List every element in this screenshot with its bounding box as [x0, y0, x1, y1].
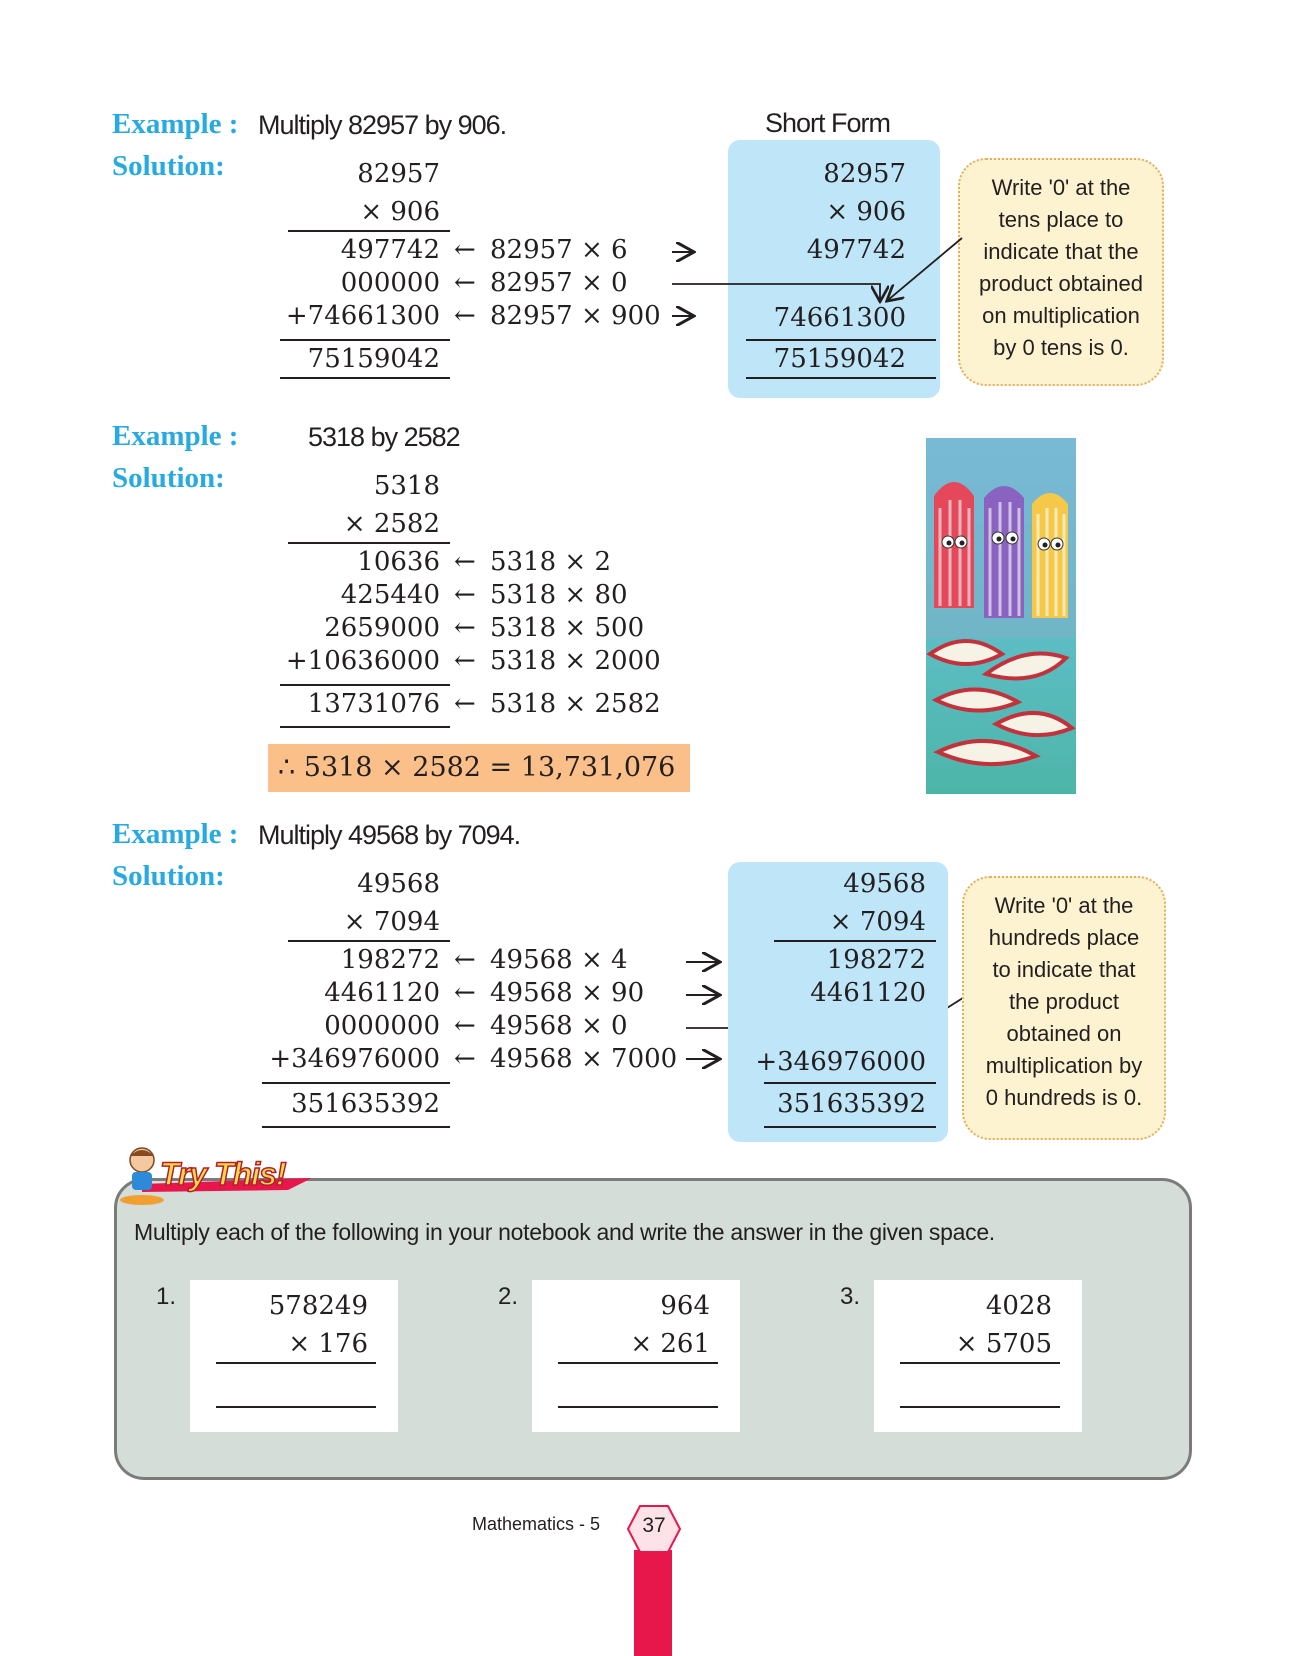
page-number: 37 [642, 1514, 666, 1537]
note-line: on multiplication [982, 303, 1140, 328]
problem-multiplicand: 578249 [268, 1291, 368, 1321]
note-line: by 0 tens is 0. [993, 335, 1129, 360]
note-pointer [888, 238, 962, 300]
partial-product: +346976000 [269, 1044, 440, 1074]
short-partial: 198272 [826, 945, 926, 975]
note-line: 0 hundreds is 0. [985, 1085, 1143, 1110]
note-line: the product [1008, 989, 1120, 1014]
short-partial: 4461120 [810, 978, 926, 1008]
answer-line[interactable] [900, 1406, 1060, 1408]
multiplier: × 906 [360, 197, 440, 227]
tip-note [962, 876, 1166, 1140]
page-tab [634, 1550, 672, 1656]
short-multiplier: × 906 [826, 197, 906, 227]
partial-product: 000000 [340, 268, 440, 298]
book-title: Mathematics - 5 [472, 1514, 601, 1534]
note-line: Write '0' at the [994, 893, 1134, 918]
answer-line[interactable] [216, 1406, 376, 1408]
result: 13731076 [307, 689, 440, 719]
problem-multiplicand: 964 [660, 1291, 710, 1321]
short-form-title: Short Form [765, 108, 891, 138]
partial-note: 49568 × 0 [490, 1011, 628, 1041]
arrow-left-icon: ← [454, 580, 476, 610]
problem-number: 1. [156, 1283, 177, 1310]
example-label: Example : [112, 818, 239, 850]
partial-note: 5318 × 500 [490, 613, 645, 643]
partial-note: 49568 × 7000 [490, 1044, 678, 1074]
rule [288, 542, 450, 544]
partial-note: 5318 × 2000 [490, 646, 661, 676]
rule [558, 1362, 718, 1364]
note-line: multiplication by [985, 1053, 1143, 1078]
example-label: Example : [112, 420, 239, 452]
arrow-left-icon: ← [454, 978, 476, 1008]
arrow-left-icon: ← [454, 945, 476, 975]
rule [216, 1362, 376, 1364]
arrow-left-icon: ← [454, 1011, 476, 1041]
try-this-title: Try This! [160, 1156, 286, 1192]
partial-note: 82957 × 0 [490, 268, 628, 298]
problem-multiplicand: 4028 [985, 1291, 1052, 1321]
example-question: Multiply 49568 by 7094. [258, 820, 521, 850]
rule [280, 726, 450, 728]
partial-product: 497742 [340, 235, 440, 265]
try-this-instruction: Multiply each of the following in your notebook and write the answer in the given space. [134, 1219, 995, 1245]
note-line: product obtained [979, 271, 1143, 296]
partial-product: 198272 [340, 945, 440, 975]
rule [262, 1126, 450, 1128]
rule [774, 940, 936, 942]
arrow-left-icon: ← [454, 646, 476, 676]
problem-multiplier: × 5705 [955, 1329, 1052, 1359]
zero-placeholder-arrow [672, 284, 880, 300]
partial-product: 10636 [357, 547, 440, 577]
arrow-left-icon: ← [454, 235, 476, 265]
arrow-left-icon: ← [454, 689, 476, 719]
multiplicand: 82957 [357, 159, 440, 189]
partial-product: 0000000 [324, 1011, 440, 1041]
rule [764, 1126, 936, 1128]
note-line: to indicate that [992, 957, 1136, 982]
partial-note: 82957 × 6 [490, 235, 628, 265]
partial-note: 49568 × 4 [490, 945, 628, 975]
partial-product: 2659000 [324, 613, 440, 643]
rule [262, 1082, 450, 1084]
arrow-left-icon: ← [454, 268, 476, 298]
arrow-left-icon: ← [454, 547, 476, 577]
solution-label: Solution: [112, 462, 225, 494]
multiplicand: 49568 [357, 869, 440, 899]
problem-number: 2. [498, 1283, 519, 1310]
example-question: 5318 by 2582 [308, 422, 460, 452]
arrow-left-icon: ← [454, 301, 476, 331]
rule [288, 940, 450, 942]
multiplier: × 2582 [343, 509, 440, 539]
note-line: obtained on [1006, 1021, 1122, 1046]
answer-line[interactable] [558, 1406, 718, 1408]
short-partial: 497742 [806, 235, 906, 265]
problem-number: 3. [840, 1283, 861, 1310]
rule [280, 684, 450, 686]
note-line: hundreds place [988, 925, 1140, 950]
partial-product: +10636000 [285, 646, 440, 676]
partial-product: 4461120 [324, 978, 440, 1008]
short-multiplicand: 82957 [823, 159, 906, 189]
short-result: 351635392 [777, 1089, 926, 1119]
short-multiplicand: 49568 [843, 869, 926, 899]
example-question: Multiply 82957 by 906. [258, 110, 507, 140]
partial-product: +74661300 [285, 301, 440, 331]
solution-label: Solution: [112, 150, 225, 182]
example-label: Example : [112, 108, 239, 140]
partial-note: 5318 × 2582 [490, 689, 661, 719]
result: 75159042 [307, 344, 440, 374]
multiplier: × 7094 [343, 907, 440, 937]
multiplicand: 5318 [373, 471, 440, 501]
note-line: indicate that the [983, 239, 1139, 264]
partial-note: 49568 × 90 [490, 978, 645, 1008]
partial-note: 82957 × 900 [490, 301, 661, 331]
conclusion: ∴ 5318 × 2582 = 13,731,076 [278, 752, 676, 783]
solution-label: Solution: [112, 860, 225, 892]
result: 351635392 [291, 1089, 440, 1119]
rule [900, 1362, 1060, 1364]
problem-multiplier: × 261 [630, 1329, 710, 1359]
arrow-left-icon: ← [454, 613, 476, 643]
note-line: Write '0' at the [991, 175, 1131, 200]
problem-multiplier: × 176 [288, 1329, 368, 1359]
partial-note: 5318 × 2 [490, 547, 612, 577]
rule [764, 1082, 936, 1084]
note-line: tens place to [998, 207, 1124, 232]
arrow-left-icon: ← [454, 1044, 476, 1074]
short-partial: 74661300 [773, 303, 906, 333]
short-result: 75159042 [773, 344, 906, 374]
short-partial: +346976000 [755, 1047, 926, 1077]
partial-note: 5318 × 80 [490, 580, 628, 610]
crayons-illustration [926, 438, 1076, 794]
partial-product: 425440 [340, 580, 440, 610]
short-multiplier: × 7094 [829, 907, 926, 937]
